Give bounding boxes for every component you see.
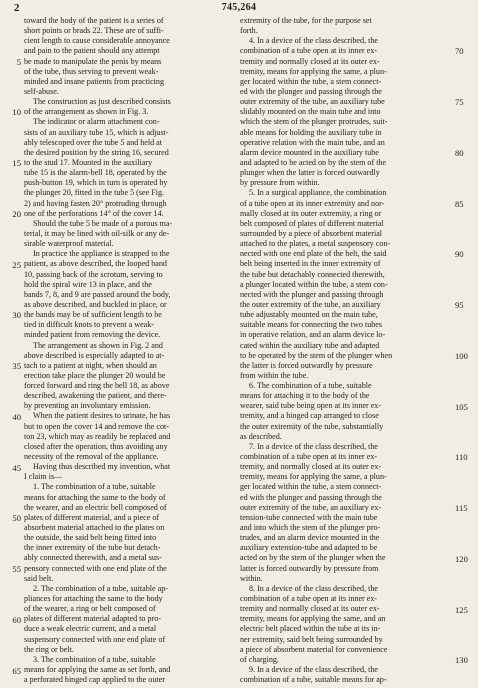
text-line: one of the perforations 14° of the cover 14. bbox=[24, 208, 164, 218]
line-number: 110 bbox=[455, 452, 468, 463]
text-line: ably connected therewith, and a metal sus- bbox=[24, 553, 162, 563]
text-line: forced forward and ring the bell 18, as above bbox=[24, 381, 170, 391]
text-line: auxiliary extension-tube and adapted to be bbox=[240, 543, 378, 553]
text-line: tach to a patient at night, when should an bbox=[24, 360, 157, 370]
text-line: 3. The combination of a tube, suitable bbox=[33, 654, 156, 664]
text-line: described, awakening the patient, and there- bbox=[24, 391, 167, 401]
text-line: The construction as just described consists bbox=[33, 97, 171, 107]
text-line: Having thus described my invention, what bbox=[33, 462, 171, 472]
text-line: plates of different material adapted to pro- bbox=[24, 614, 161, 624]
text-line: electric belt placed within the tube at its in- bbox=[240, 624, 381, 634]
text-line: The indicator or alarm attachment con- bbox=[33, 117, 160, 127]
text-line: the bands may be of sufficient length to be bbox=[24, 310, 162, 320]
text-line: as described. bbox=[240, 431, 282, 441]
text-line: sirable waterproof material. bbox=[24, 239, 114, 249]
line-number: 30 bbox=[12, 310, 21, 321]
line-number: 50 bbox=[12, 513, 21, 524]
text-line: self-abuse. bbox=[24, 86, 59, 96]
line-number: 75 bbox=[455, 97, 464, 108]
text-line: cated within the auxiliary tube and adapted bbox=[240, 340, 380, 350]
text-line: The arrangement as shown in Fig. 2 and bbox=[33, 340, 163, 350]
text-line: tremity, means for applying the same, a plun- bbox=[240, 66, 387, 76]
line-number: 5 bbox=[16, 56, 21, 67]
text-line: above described is especially adapted to at- bbox=[24, 350, 165, 360]
text-line: tremity and normally closed at its outer ex- bbox=[240, 604, 380, 614]
line-number: 20 bbox=[12, 208, 21, 219]
line-number: 65 bbox=[12, 665, 21, 676]
text-line: and into which the stem of the plunger pro- bbox=[240, 523, 381, 533]
text-line: suitable means for connecting the two tubes bbox=[240, 320, 383, 330]
text-line: bands 7, 8, and 9 are passed around the body, bbox=[24, 289, 171, 299]
text-line: and pain to the patient should any attempt bbox=[24, 46, 160, 56]
text-line: the ring or belt. bbox=[24, 644, 74, 654]
text-line: of charging. bbox=[240, 654, 279, 664]
text-line: the plunger 20, fitted in the tube 5 (see Fig. bbox=[24, 188, 165, 198]
text-line: be made to manipulate the penis by means bbox=[24, 56, 162, 66]
text-line: within. bbox=[240, 573, 263, 583]
text-line: ton 23, which may as readily be replaced and bbox=[24, 431, 171, 441]
line-number: 15 bbox=[12, 158, 21, 169]
text-line: by pressure from within. bbox=[240, 178, 320, 188]
text-line: but to open the cover 14 and remove the cot- bbox=[24, 421, 169, 431]
left-text-column bbox=[24, 16, 232, 685]
text-line: minded and insane patients from practicing bbox=[24, 76, 165, 86]
text-line: When the patient desires to urinate, he has bbox=[33, 411, 171, 421]
text-line: ger located within the tube, a stem connect- bbox=[240, 482, 382, 492]
text-line: sists of an auxiliary tube 15, which is adjust- bbox=[24, 127, 169, 137]
text-line: tremity, and a hinged cap arranged to close bbox=[240, 411, 379, 421]
text-line: a plunger located within the tube, a stem con- bbox=[240, 279, 388, 289]
line-number: 120 bbox=[455, 553, 468, 564]
text-line: trudes, and an alarm device mounted in the bbox=[240, 533, 380, 543]
text-line: erection take place the plunger 20 would be bbox=[24, 370, 166, 380]
text-line: 1. The combination of a tube, suitable bbox=[33, 482, 156, 492]
text-line: outer extremity of the tube, an auxiliary tube bbox=[240, 97, 385, 107]
text-line: the latter is forced outwardly by pressure bbox=[240, 360, 373, 370]
right-text-column bbox=[240, 16, 448, 685]
text-line: 2. The combination of a tube, suitable ap- bbox=[33, 583, 168, 593]
text-line: as above described, and buckled in place, or bbox=[24, 299, 167, 309]
line-number: 105 bbox=[455, 401, 468, 412]
text-line: 8. In a device of the class described, the bbox=[249, 583, 378, 593]
text-line: of the tube, thus serving to prevent weak- bbox=[24, 66, 159, 76]
text-line: said belt. bbox=[24, 573, 54, 583]
text-line: a piece of absorbent material for convenience bbox=[240, 644, 388, 654]
text-line: to the stud 17. Mounted in the auxiliary bbox=[24, 157, 153, 167]
text-line: slidably mounted on the main tube and into bbox=[240, 107, 381, 117]
text-line: hold the spiral wire 13 in place, and the bbox=[24, 279, 152, 289]
text-line: of the arrangement as shown in Fig. 3. bbox=[24, 107, 149, 117]
text-line: ed with the plunger and passing through the bbox=[240, 492, 382, 502]
patent-number: 745,264 bbox=[221, 2, 257, 13]
text-line: combination of a tube, suitable means for ap- bbox=[240, 675, 387, 685]
text-line: 5. In a surgical appliance, the combination bbox=[249, 188, 387, 198]
text-line: from within the tube. bbox=[240, 370, 309, 380]
line-number: 80 bbox=[455, 147, 464, 158]
text-line: ger located within the tube, a stem connect- bbox=[240, 76, 382, 86]
text-line: combination of a tube open at its inner ex- bbox=[240, 594, 378, 604]
text-line: extremity of the tube, for the purpose set bbox=[240, 16, 372, 25]
text-line: suspensory connected with one end plate of bbox=[24, 634, 166, 644]
text-line: the tube but detachably connected therewith, bbox=[240, 269, 385, 279]
line-number: 85 bbox=[455, 198, 464, 209]
line-number: 40 bbox=[12, 411, 21, 422]
text-line: tension-tube connected with the main tube bbox=[240, 512, 378, 522]
text-line: ed with the plunger and passing through the bbox=[240, 86, 382, 96]
text-line: the outer extremity of the tube, substantially bbox=[240, 421, 384, 431]
text-line: tremity and normally closed at its outer ex- bbox=[240, 56, 380, 66]
line-number: 10 bbox=[12, 107, 21, 118]
text-line: push-button 19, which in turn is operated by bbox=[24, 178, 168, 188]
text-line: toward the body of the patient is a series of bbox=[24, 16, 164, 25]
text-line: patient, as above described, the looped band bbox=[24, 259, 167, 269]
text-line: means for attaching the same to the body of bbox=[24, 492, 166, 502]
text-line: of the wearer, a ring or belt composed of bbox=[24, 604, 156, 614]
text-line: operative relation with the main tube, and an bbox=[240, 137, 385, 147]
text-line: cient length to cause considerable annoyance bbox=[24, 36, 170, 46]
text-line: absorbent material attached to the plates on bbox=[24, 523, 165, 533]
line-number: 130 bbox=[455, 655, 468, 666]
text-line: ably telescoped over the tube 5 and held at bbox=[24, 137, 162, 147]
text-line: the outer extremity of the tube, an auxiliary bbox=[240, 299, 381, 309]
text-line: closed after the operation, thus avoiding any bbox=[24, 441, 168, 451]
text-line: the inner extremity of the tube but detach- bbox=[24, 543, 161, 553]
text-line: mally closed at its outer extremity, a ring or bbox=[240, 208, 382, 218]
text-line: 9. In a device of the class described, the bbox=[249, 665, 378, 674]
text-line: tube adjustably mounted on the main tube, bbox=[240, 310, 378, 320]
text-line: the outside, the said belt being fitted into bbox=[24, 533, 157, 543]
line-number: 55 bbox=[12, 564, 21, 575]
line-number: 115 bbox=[455, 503, 468, 514]
line-number: 95 bbox=[455, 300, 464, 311]
text-line: belt being inserted in the inner extremity of bbox=[240, 259, 381, 269]
text-line: acted on by the stem of the plunger when the bbox=[240, 553, 386, 563]
text-line: tremity, and normally closed at its outer ex- bbox=[240, 462, 382, 472]
text-line: the desired position by the string 16, secured bbox=[24, 147, 169, 157]
text-line: 2) and having fasten 20° protruding through bbox=[24, 198, 167, 208]
text-line: plates of different material, and a piece of bbox=[24, 512, 160, 522]
text-line: In practice the appliance is strapped to the bbox=[33, 249, 170, 259]
text-line: combination of a tube open at its inner ex- bbox=[240, 452, 378, 462]
text-line: and adapted to be acted on by the stem of the bbox=[240, 157, 387, 167]
text-line: 7. In a device of the class described, the bbox=[249, 441, 378, 451]
line-number: 70 bbox=[455, 46, 464, 57]
text-line: the wearer, and an electric bell composed of bbox=[24, 502, 167, 512]
text-line: belt composed of plates of different material bbox=[240, 218, 384, 228]
text-line: forth. bbox=[240, 26, 258, 36]
text-line: latter is forced outwardly by pressure from bbox=[240, 563, 379, 573]
text-line: nected with one end plate of the belt, the said bbox=[240, 249, 387, 259]
text-line: duce a weak electric current, and a metal bbox=[24, 624, 157, 634]
line-number: 35 bbox=[12, 361, 21, 372]
text-line: by preventing an involuntary emission. bbox=[24, 401, 151, 411]
text-line: tube 15 is the alarm-bell 18, operated by the bbox=[24, 168, 167, 178]
text-line: outer extremity of the tube, an auxiliary ex- bbox=[240, 502, 382, 512]
text-line: 10, passing back of the scrotum, serving to bbox=[24, 269, 163, 279]
text-line: means for attaching it to the body of the bbox=[240, 391, 370, 401]
text-line: ner extremity, said belt being surrounded by bbox=[240, 634, 383, 644]
text-line: tremity, means for applying the same, a plun- bbox=[240, 472, 387, 482]
text-line: plunger when the latter is forced outwardly bbox=[240, 168, 380, 178]
text-line: in operative relation, and an alarm device lo- bbox=[240, 330, 386, 340]
text-line: combination of a tube open at its inner ex- bbox=[240, 46, 378, 56]
text-line: means for applying the same as set forth, and bbox=[24, 665, 171, 674]
text-line: minded patient from removing the device. bbox=[24, 330, 161, 340]
text-line: 6. The combination of a tube, suitable bbox=[249, 381, 372, 391]
text-line: a perforated hinged cap applied to the outer bbox=[24, 675, 165, 685]
line-number: 90 bbox=[455, 249, 464, 260]
line-number: 45 bbox=[12, 462, 21, 473]
text-line: able means for holding the auxiliary tube in bbox=[240, 127, 382, 137]
text-line: 4. In a device of the class described, the bbox=[249, 36, 378, 46]
text-line: attached to the plates, a metal suspensory con- bbox=[240, 239, 391, 249]
line-number: 60 bbox=[12, 614, 21, 625]
text-line: Should the tube 5 be made of a porous ma- bbox=[33, 218, 173, 228]
text-line: pensory connected with one end plate of the bbox=[24, 563, 167, 573]
page-number: 2 bbox=[14, 2, 20, 14]
text-line: of a tube open at its inner extremity and nor- bbox=[240, 198, 385, 208]
text-line: tied in difficult knots to prevent a weak- bbox=[24, 320, 154, 330]
text-line: wearer, said tube being open at its inner ex- bbox=[240, 401, 382, 411]
text-line: tremity, means for applying the same, and an bbox=[240, 614, 386, 624]
line-number: 100 bbox=[455, 350, 468, 361]
line-number: 125 bbox=[455, 604, 468, 615]
line-number: 25 bbox=[12, 259, 21, 270]
text-line: to be operated by the stem of the plunger when bbox=[240, 350, 393, 360]
text-line: I claim is— bbox=[24, 472, 63, 482]
text-line: pliances for attaching the same to the body bbox=[24, 594, 163, 604]
text-line: alarm device mounted in the auxiliary tube bbox=[240, 147, 379, 157]
text-line: which the stem of the plunger protrudes, suit- bbox=[240, 117, 388, 127]
text-line: nected with the plunger and passing through bbox=[240, 289, 384, 299]
text-line: short points or brads 22. These are of suffi- bbox=[24, 26, 164, 36]
text-line: surrounded by a piece of absorbent material bbox=[240, 228, 383, 238]
text-line: terial, it may be lined with oil-silk or any de- bbox=[24, 228, 170, 238]
text-line: necessity of the removal of the appliance. bbox=[24, 452, 159, 462]
